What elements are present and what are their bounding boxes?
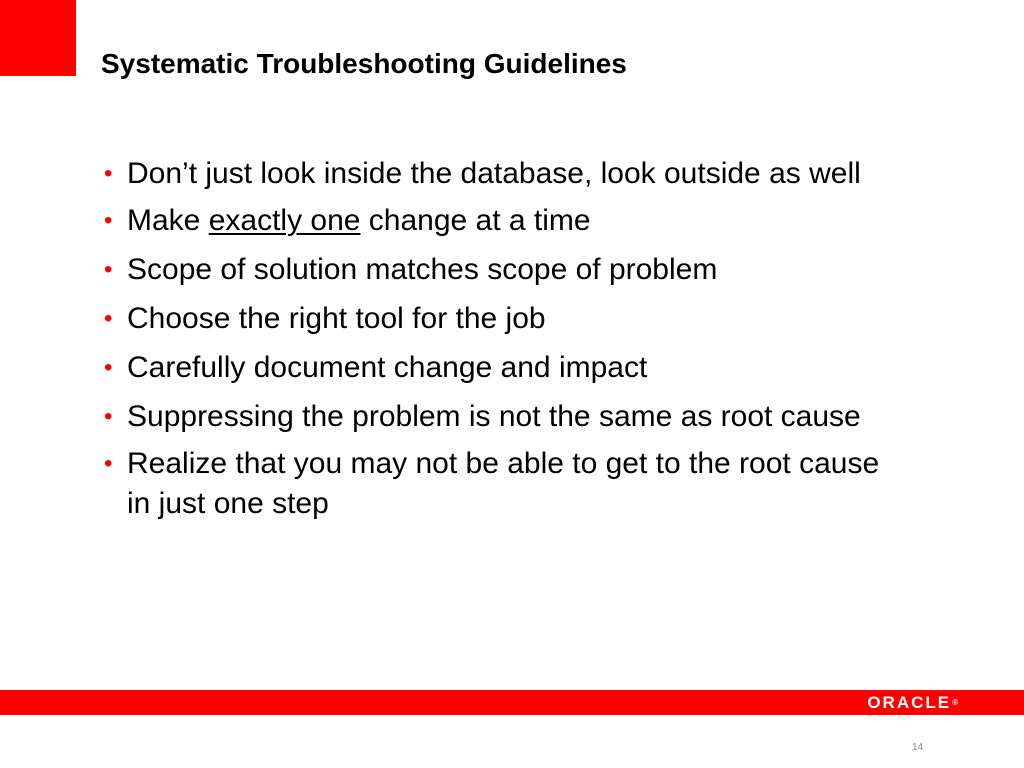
bullet-text-post: change at a time	[360, 204, 591, 237]
bullet-item	[101, 397, 901, 437]
bullet-item	[101, 250, 901, 290]
slide-title: Systematic Troubleshooting Guidelines	[101, 48, 627, 79]
page-number: 14	[912, 742, 924, 753]
bullet-item	[101, 299, 901, 339]
bullet-text: Scope of solution matches scope of problem	[127, 253, 718, 286]
bullet-text: Suppressing the problem is not the same as root cause	[127, 400, 861, 433]
bullet-text: Carefully document change and impact	[127, 351, 648, 384]
bullet-icon: •	[104, 256, 113, 283]
bullet-text-pre: Make	[127, 204, 209, 237]
bullet-item	[101, 201, 901, 241]
bullet-icon: •	[104, 305, 113, 332]
oracle-logo	[867, 694, 958, 712]
bullet-text: Choose the right tool for the job	[127, 302, 546, 335]
bullet-icon: •	[104, 354, 113, 381]
bullet-item	[101, 154, 901, 194]
bullet-icon: •	[104, 403, 113, 430]
bullet-icon: •	[104, 450, 113, 477]
bullet-item	[101, 444, 901, 524]
corner-accent-block	[0, 0, 76, 76]
bullet-text-underlined: exactly one	[208, 204, 361, 237]
bullet-list	[101, 154, 901, 533]
bullet-icon: •	[104, 160, 113, 187]
registered-mark: ®	[952, 698, 958, 707]
bullet-item	[101, 348, 901, 388]
bullet-text: Don’t just look inside the database, look outside as well	[127, 157, 861, 190]
logo-text: ORACLE	[867, 693, 952, 712]
bullet-text: Realize that you may not be able to get to the root cause in just one step	[127, 447, 880, 520]
bullet-icon: •	[104, 207, 113, 234]
